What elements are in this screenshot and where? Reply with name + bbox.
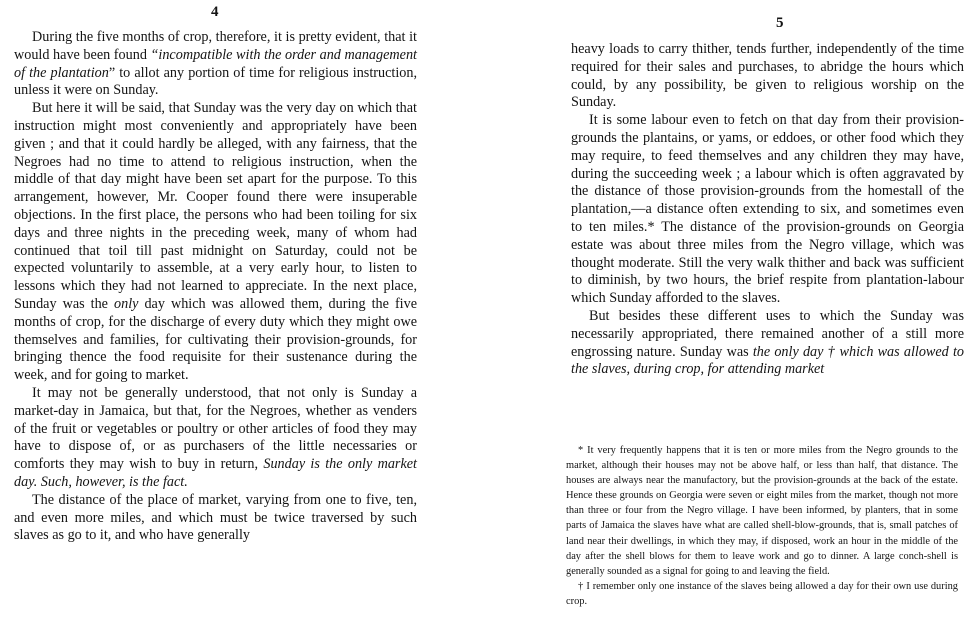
right-page [490,0,980,618]
left-paragraph-2-text-b: day which was allowed them, during the five months of crop, for the discharge of every duty which they might owe themselves and families, for cultivating their provision-grounds, for bringing thence the food requisite for their sustenance during the week, and for going to market. [14,295,417,384]
left-paragraph-1-text-b: ” to allot any portion of time for religious instruction, unless it were on Sunday. [14,64,417,99]
right-paragraph-1 [571,41,964,112]
footnote-asterisk: * It very frequently happens that it is ten or more miles from the Negro grounds to the market, although their houses may not be above half, or less than half, that distance. The houses are always near the manufactory, but the provision-grounds at the back of the estate. Hence these grounds on Georgia were seven or eight miles from the market, though not more than three or four from the Negro village. I have been informed, by planters, that in some parts of Jamaica the slaves have what are called shell-blow-grounds, that is, small patches of land near their dwellings, in which they may, if disposed, work an hour in the middle of the day after the shell blows for them to leave work and go to dinner. A large conch-shell is generally sounded as a signal for going to and leaving the field. [566,445,958,577]
left-paragraph-2-italic: only [114,295,139,312]
footnotes [566,443,958,609]
right-paragraph-1-text: heavy loads to carry thither, tends further, independently of the time required for their sales and purchases, to abridge the hours which could, by any possibility, be given to religious worship on the Sunday. [571,41,964,111]
left-paragraph-1-text-a: During the five months of crop, therefore, it is pretty evident, that it would have been found [14,29,417,63]
right-page-number: 5 [776,15,784,31]
left-page-number: 4 [211,4,219,20]
right-paragraph-3-text-a: But besides these different uses to which the Sunday was necessarily appropriated, there remained another of a still more engrossing nature. Sunday was [571,307,964,360]
right-paragraph-2-text: It is some labour even to fetch on that day from their provision-grounds the plantains, or yams, or eddoes, or other food which they may require, to feed themselves and any children they may have, during the succeeding week ; a labour which is often aggravated by the distance of those provision-grounds from the homestall of the plantation,—a distance often extending to six, and sometimes even to ten miles.* The distance of the provision-grounds on Georgia estate was about three miles from the Negro village, which was thought moderate. Still the very walk thither and back was sufficient to diminish, by two hours, the brief respite from plantation-labour which Sunday afforded to the slaves. [571,112,964,307]
right-page-body [571,41,964,379]
left-paragraph-2-text-a: But here it will be said, that Sunday was the very day on which that instruction might most conveniently and appropriately have been given ; and that it could hardly be alleged, with any fairness, that the Negroes had no time to attend to religious instruction, when the middle of that day might have been set apart for the purpose. To this arrangement, however, Mr. Cooper found there were insuperable objections. In the first place, the persons who had been toiling for six days and three nights in the preceding week, many of whom had continued that toil till past midnight on Saturday, could not be expected voluntarily to assemble, at a very early hour, to listen to lessons which they had not learned to appreciate. In the next place, Sunday was the [14,100,417,312]
left-paragraph-3-italic: Sunday is the only market day. Such, however, is the fact. [14,456,417,490]
right-paragraph-3 [571,308,964,379]
left-paragraph-2 [14,100,417,385]
left-paragraph-3 [14,385,417,492]
left-paragraph-1 [14,29,417,100]
left-paragraph-1-italic: “incompatible with the order and management of the plantation [14,46,417,81]
right-paragraph-2 [571,112,964,308]
left-paragraph-3-text-a: It may not be generally understood, that not only is Sunday a market-day in Jamaica, but that, for the Negroes, whether as venders of the fruit or vegetables or poultry or other articles of food they may have to dispose of, or as purchasers of the little necessaries or comforts they may wish to buy in return, [14,384,417,473]
left-paragraph-4 [14,492,417,545]
right-paragraph-3-italic: the only day † which was allowed to the slaves, during crop, for attending market [571,343,964,378]
left-paragraph-4-text: The distance of the place of market, varying from one to five, ten, and even more miles, and which must be twice traversed by such slaves as go to it, and who have generally [14,491,417,544]
footnote-dagger: † I remember only one instance of the slaves being allowed a day for their own use during crop. [566,580,958,607]
left-page-body [14,29,417,545]
